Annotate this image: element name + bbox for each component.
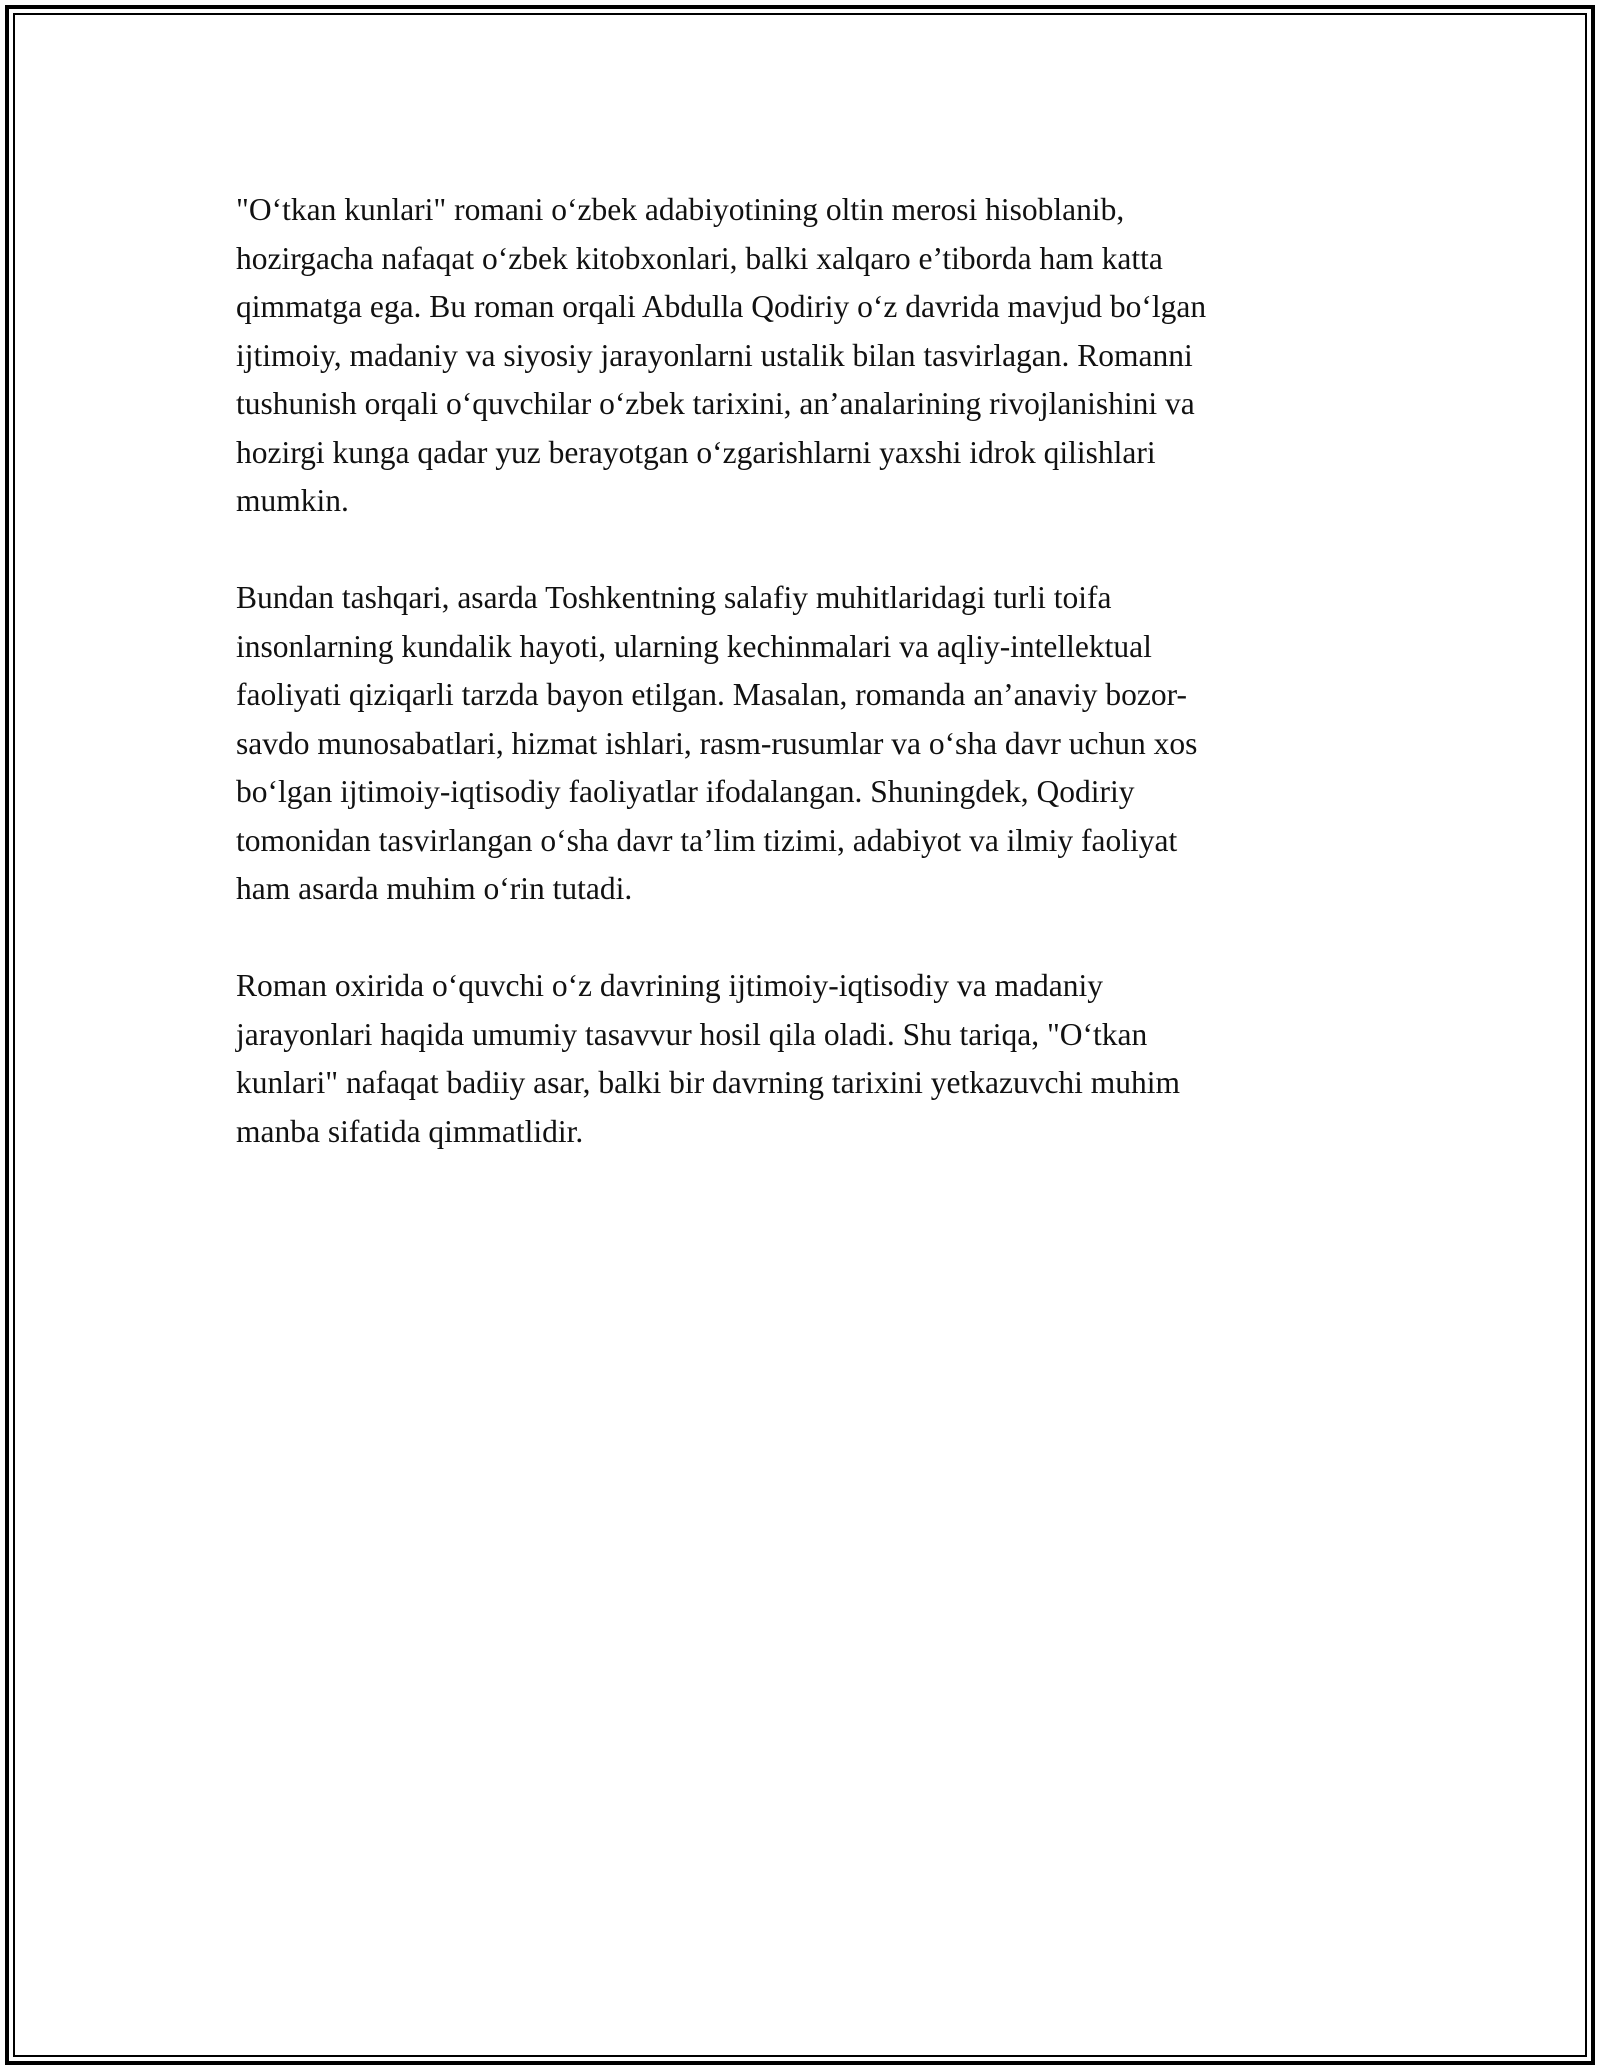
document-body xyxy=(236,186,1376,1205)
paragraph-1: "O‘tkan kunlari" romani o‘zbek adabiyotining oltin merosi hisoblanib, hozirgacha nafaqat o‘zbek kitobxonlari, balki xalqaro e’tiborda ham katta qimmatga ega. Bu roman orqali Abdulla Qodiriy o‘z davrida mavjud bo‘lgan ijtimoiy, madaniy va siyosiy jarayonlarni ustalik bilan tasvirlagan. Romanni tushunish orqali o‘quvchilar o‘zbek tarixini, an’analarining rivojlanishini va hozirgi kunga qadar yuz berayotgan o‘zgarishlarni yaxshi idrok qilishlari mumkin. xyxy=(236,192,1207,518)
paragraph-3: Roman oxirida o‘quvchi o‘z davrining ijtimoiy-iqtisodiy va madaniy jarayonlari haqida umumiy tasavvur hosil qila oladi. Shu tariqa, "O‘tkan kunlari" nafaqat badiiy asar, balki bir davrning tarixini yetkazuvchi muhim manba sifatida qimmatlidir. xyxy=(236,968,1181,1149)
paragraph-2: Bundan tashqari, asarda Toshkentning salafiy muhitlaridagi turli toifa insonlarning kundalik hayoti, ularning kechinmalari va aqliy-intellektual faoliyati qiziqarli tarzda bayon etilgan. Masalan, romanda an’anaviy bozor- savdo munosabatlari, hizmat ishlari, rasm-rusumlar va o‘sha davr uchun xos bo‘lgan ijtimoiy-iqtisodiy faoliyatlar ifodalangan. Shuningdek, Qodiriy tomonidan tasvirlangan o‘sha davr ta’lim tizimi, adabiyot va ilmiy faoliyat ham asarda muhim o‘rin tutadi. xyxy=(236,580,1198,906)
